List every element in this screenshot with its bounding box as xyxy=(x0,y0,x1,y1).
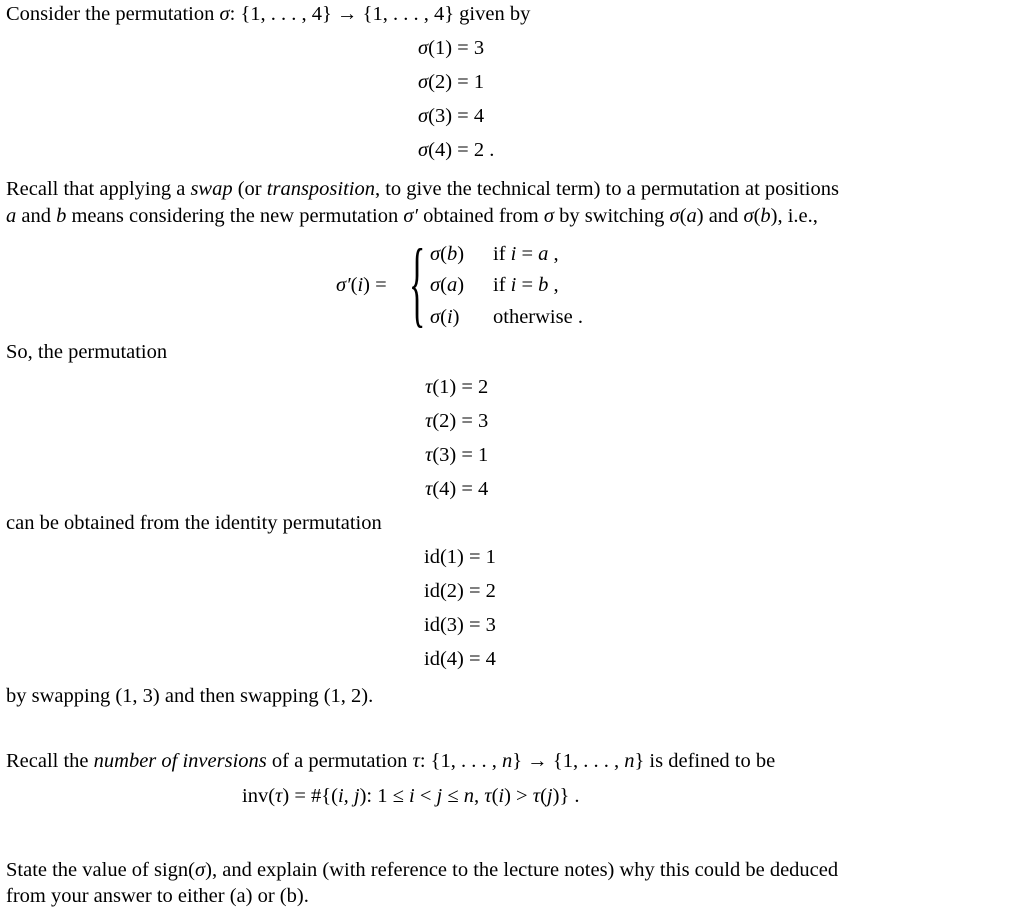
math-symbol: σ xyxy=(543,205,554,227)
recall2-line xyxy=(6,204,818,228)
text-segment: (1) = 3 xyxy=(428,37,485,59)
text-segment: Consider the permutation xyxy=(6,3,220,25)
text-segment: ( xyxy=(440,306,447,328)
math-symbol: σ xyxy=(418,105,429,127)
text-segment: if xyxy=(493,274,511,296)
text-segment: (2) = 3 xyxy=(432,410,489,432)
id4-line xyxy=(424,647,496,671)
text-segment: = xyxy=(516,274,539,296)
text-segment: means considering the new permutation xyxy=(66,205,404,227)
math-symbol: j xyxy=(436,785,443,807)
sig1-line xyxy=(418,36,484,60)
math-symbol: σ xyxy=(743,205,754,227)
text-segment: of a permutation xyxy=(266,750,413,772)
pw3c-line xyxy=(493,305,583,329)
text-segment: ( xyxy=(491,785,499,807)
text-segment: : {1, . . . , xyxy=(419,750,503,772)
math-symbol: τ xyxy=(425,410,433,432)
math-symbol: n xyxy=(463,785,474,807)
text-segment: , xyxy=(473,785,485,807)
text-segment: if xyxy=(493,243,511,265)
piecewise-brace: { xyxy=(409,232,426,338)
pw2c-line xyxy=(493,273,559,297)
text-segment: ( xyxy=(540,785,547,807)
text-segment: ) = xyxy=(363,274,387,296)
text-segment: ) xyxy=(452,306,460,328)
text-segment: = xyxy=(516,243,539,265)
canbe-line xyxy=(6,511,382,535)
text-segment: id(3) = 3 xyxy=(424,614,496,636)
math-symbol: j xyxy=(546,785,553,807)
pw3-line xyxy=(430,305,459,329)
math-symbol: i xyxy=(498,785,505,807)
text-segment: (4) = 2 . xyxy=(428,139,495,161)
math-symbol: i, j xyxy=(337,785,360,807)
math-symbol: n xyxy=(624,750,635,772)
math-symbol: number of inversions xyxy=(93,750,267,772)
text-segment: ≤ xyxy=(442,785,464,807)
state2-line xyxy=(6,884,309,908)
math-symbol: i xyxy=(357,274,364,296)
sig3-line xyxy=(418,104,484,128)
math-symbol: σ′ xyxy=(336,274,351,296)
math-symbol: b xyxy=(56,205,67,227)
text-segment: Recall the xyxy=(6,750,94,772)
text-segment: and xyxy=(16,205,57,227)
text-segment: ( xyxy=(350,274,358,296)
text-segment: , xyxy=(548,243,559,265)
text-segment: So, the permutation xyxy=(6,341,168,363)
invdef-line xyxy=(242,784,580,808)
text-segment: (3) = 4 xyxy=(428,105,485,127)
text-segment: (4) = 4 xyxy=(432,478,489,500)
pw1c-line xyxy=(493,242,559,266)
math-symbol: i xyxy=(510,243,517,265)
tau1-line xyxy=(425,375,488,399)
math-symbol: a xyxy=(538,243,549,265)
text-segment: id(1) = 1 xyxy=(424,546,496,568)
text-segment: ) xyxy=(457,274,465,296)
math-symbol: σ xyxy=(418,37,429,59)
text-segment: obtained from xyxy=(418,205,544,227)
math-symbol: σ xyxy=(430,306,441,328)
id2-line xyxy=(424,579,496,603)
byswap-line xyxy=(6,684,373,708)
tau3-line xyxy=(425,443,488,467)
math-symbol: a xyxy=(446,274,458,296)
id3-line xyxy=(424,613,496,637)
text-segment: by swapping (1, 3) and then swapping (1, 2). xyxy=(6,685,374,707)
text-segment: ) xyxy=(457,243,465,265)
text-segment: (1) = 2 xyxy=(432,376,489,398)
math-symbol: i xyxy=(510,274,517,296)
id1-line xyxy=(424,545,496,569)
math-symbol: i xyxy=(446,306,453,328)
text-segment: can be obtained from the identity permutation xyxy=(6,512,382,534)
text-segment: (or xyxy=(232,178,267,200)
text-segment: ( xyxy=(679,205,687,227)
pw-lhs-line xyxy=(336,273,387,297)
math-symbol: a xyxy=(686,205,697,227)
text-segment: )} . xyxy=(552,785,580,807)
math-symbol: b xyxy=(538,274,549,296)
math-symbol: σ xyxy=(418,139,429,161)
math-symbol: σ′ xyxy=(403,205,418,227)
text-segment: ( xyxy=(753,205,761,227)
text-segment: (3) = 1 xyxy=(432,444,489,466)
math-symbol: τ xyxy=(425,444,433,466)
inv1-line xyxy=(6,749,775,773)
text-segment: ) > xyxy=(504,785,533,807)
math-symbol: σ xyxy=(669,205,680,227)
text-segment: } is defined to be xyxy=(634,750,776,772)
math-symbol: transposition xyxy=(266,178,375,200)
text-segment: } → {1, . . . , xyxy=(512,750,625,772)
text-segment: ): 1 ≤ xyxy=(359,785,409,807)
sig2-line xyxy=(418,70,484,94)
text-segment: id(4) = 4 xyxy=(424,648,496,670)
math-symbol: n xyxy=(502,750,513,772)
math-symbol: τ xyxy=(425,376,433,398)
state1-line xyxy=(6,858,838,882)
pw2-line xyxy=(430,273,464,297)
text-segment: inv( xyxy=(242,785,276,807)
text-segment: Recall that applying a xyxy=(6,178,191,200)
math-symbol: τ xyxy=(275,785,283,807)
text-segment: State the value of sign( xyxy=(6,859,196,881)
text-segment: < xyxy=(414,785,437,807)
text-segment: ), and explain (with reference to the lecture notes) why this could be deduced xyxy=(205,859,839,881)
text-segment: from your answer to either (a) or (b). xyxy=(6,885,309,907)
so-line xyxy=(6,340,167,364)
math-symbol: a xyxy=(6,205,17,227)
text-segment: ( xyxy=(440,243,447,265)
text-segment: ) and xyxy=(696,205,744,227)
tau2-line xyxy=(425,409,488,433)
math-symbol: σ xyxy=(430,274,441,296)
text-segment: , xyxy=(548,274,559,296)
text-segment: , to give the technical term) to a permutation at positions xyxy=(374,178,839,200)
math-symbol: σ xyxy=(430,243,441,265)
pw1-line xyxy=(430,242,464,266)
math-symbol: τ xyxy=(484,785,492,807)
math-symbol: b xyxy=(760,205,771,227)
text-segment: by switching xyxy=(553,205,670,227)
math-symbol: σ xyxy=(195,859,206,881)
intro-line xyxy=(6,2,530,26)
math-symbol: τ xyxy=(532,785,541,807)
math-symbol: σ xyxy=(418,71,429,93)
sig4-line xyxy=(418,138,494,162)
math-symbol: τ xyxy=(412,750,420,772)
math-symbol: τ xyxy=(425,478,433,500)
math-symbol: i xyxy=(409,785,415,807)
recall1-line xyxy=(6,177,839,201)
text-segment: ), i.e., xyxy=(770,205,818,227)
math-symbol: b xyxy=(446,243,458,265)
math-symbol: σ xyxy=(219,3,230,25)
tau4-line xyxy=(425,477,488,501)
math-symbol: swap xyxy=(190,178,233,200)
text-segment: (2) = 1 xyxy=(428,71,485,93)
text-segment: otherwise . xyxy=(493,306,583,328)
text-segment: ( xyxy=(440,274,447,296)
text-segment: ) = #{( xyxy=(282,785,338,807)
text-segment: id(2) = 2 xyxy=(424,580,496,602)
text-segment: : {1, . . . , 4} → {1, . . . , 4} given by xyxy=(229,3,531,25)
